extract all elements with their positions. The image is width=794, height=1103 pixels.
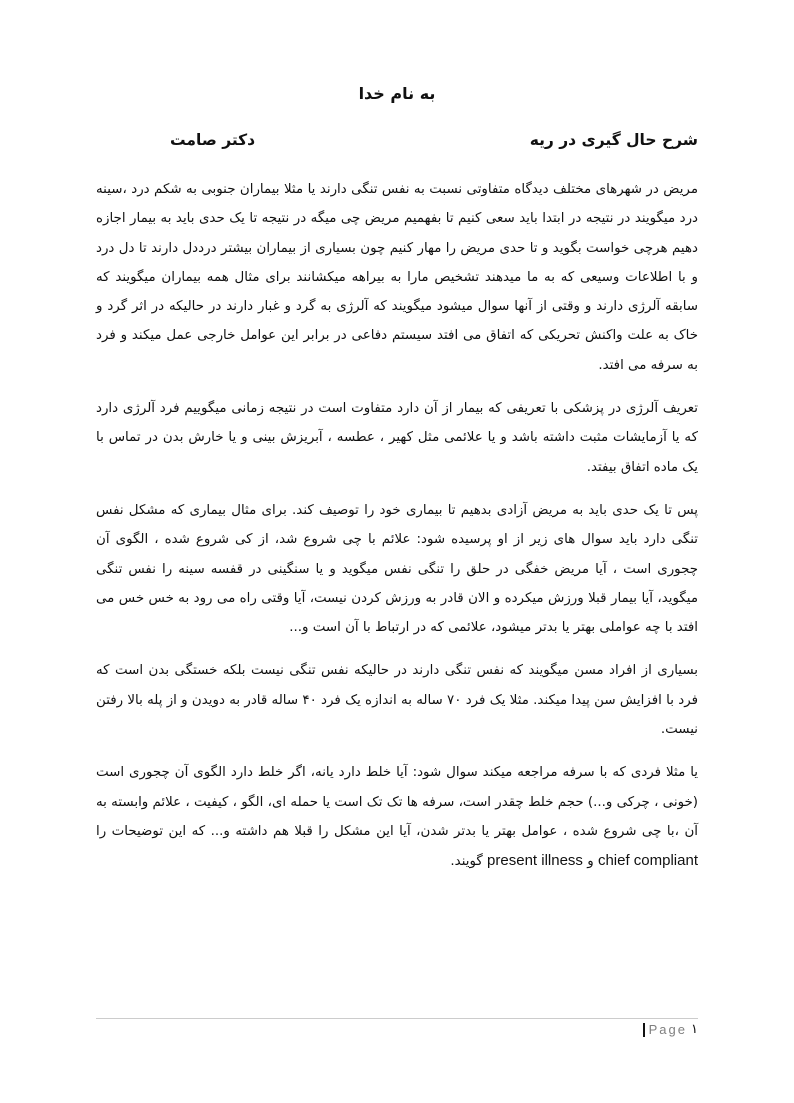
page-footer — [639, 1022, 698, 1037]
page-title: به نام خدا — [358, 84, 436, 103]
paragraph-1: مریض در شهرهای مختلف دیدگاه متفاوتی نسبت به نفس تنگی دارند یا مثلا بیماران جنوبی به شکم درد ،سینه درد میگویند در نتیجه در ابتدا باید سعی کنیم تا بفهمیم مریض چی میگه در نتیجه تا یک حدی باید به بیمار اجازه دهیم هرچی خواست بگوید و تا حدی مریض را مهار کنیم چون بسیاری از بیماران بیشتر درددل دارند تا دل درد و با اطلاعات وسیعی که به ما میدهند تشخیص مارا به بیراهه میکشانند برای مثال همه بیماران میگویند که سابقه آلرژی دارند و وقتی از آنها سوال میشود میگویند که آلرژی به گرد و غبار دارند در حالیکه در اثر گرد و خاک به علت واکنش تحریکی که اتفاق می افتد سیستم دفاعی در برابر این عوامل خارجی عمل میکند و فرد به سرفه می افتد. — [96, 182, 698, 373]
paragraph-3: پس تا یک حدی باید به مریض آزادی بدهیم تا بیماری خود را توصیف کند. برای مثال بیماری که مشکل نفس تنگی دارد باید سوال های زیر از او پرسیده شود: علائم با چی شروع شد، از کی شروع شده ، الگوی آن چجوری است ، آیا مریض خفگی در حلق را تنگی نفس میگوید و یا سنگینی در قفسه سینه را نفس تنگی میگوید، آیا بیمار قبلا ورزش میکرده و الان قادر به ورزش کردن نیست، آیا وقتی راه می رود به خس خس می افتد با چه عواملی بهتر یا بدتر میشود، علائمی که در ارتباط با آن است و... — [96, 502, 698, 636]
paragraph-2: تعریف آلرژی در پزشکی با تعریفی که بیمار از آن دارد متفاوت است در نتیجه زمانی میگوییم فرد آلرژی دارد که یا آزمایشات مثبت داشته باشد و یا علائمی مثل کهیر ، عطسه ، آبریزش بینی و یا خارش بدن در تماس با یک ماده اتفاق بیفتد. — [96, 401, 698, 475]
header-row — [170, 131, 698, 149]
term-present-illness: present illness — [487, 852, 583, 870]
section-title: شرح حال گیری در ریه — [529, 131, 698, 149]
paragraph-5 — [96, 758, 698, 876]
term-connector: و — [587, 854, 594, 870]
paragraph-5-text: یا مثلا فردی که با سرفه مراجعه میکند سوال شود: آیا خلط دارد یانه، اگر خلط دارد الگوی آن چجوری است (خونی ، چرکی و...) حجم خلط چقدر است، سرفه ها تک تک است یا حمله ای، الگو ، کیفیت ، علائم وابسته به آن ،با چی شروع شده ، عوامل بهتر یا بدتر شدن، آیا این مشکل را قبلا هم داشته و... که این توضیحات را — [96, 765, 698, 839]
page-number: ۱ — [691, 1022, 698, 1037]
body-text — [96, 175, 698, 877]
footer-bar — [643, 1023, 645, 1037]
page-label: Page — [648, 1022, 688, 1037]
paragraph-5-ending: گویند. — [450, 854, 483, 870]
term-chief-compliant: chief compliant — [597, 852, 698, 870]
footer-divider — [96, 1018, 698, 1019]
paragraph-4: بسیاری از افراد مسن میگویند که نفس تنگی دارند در حالیکه نفس تنگی نیست بلکه خستگی بدن است که فرد با افزایش سن پیدا میکند. مثلا یک فرد ۷۰ ساله به اندازه یک فرد ۴۰ ساله قادر به دویدن و از پله بالا رفتن نیست. — [96, 663, 698, 738]
author-name: دکتر صامت — [170, 131, 256, 149]
